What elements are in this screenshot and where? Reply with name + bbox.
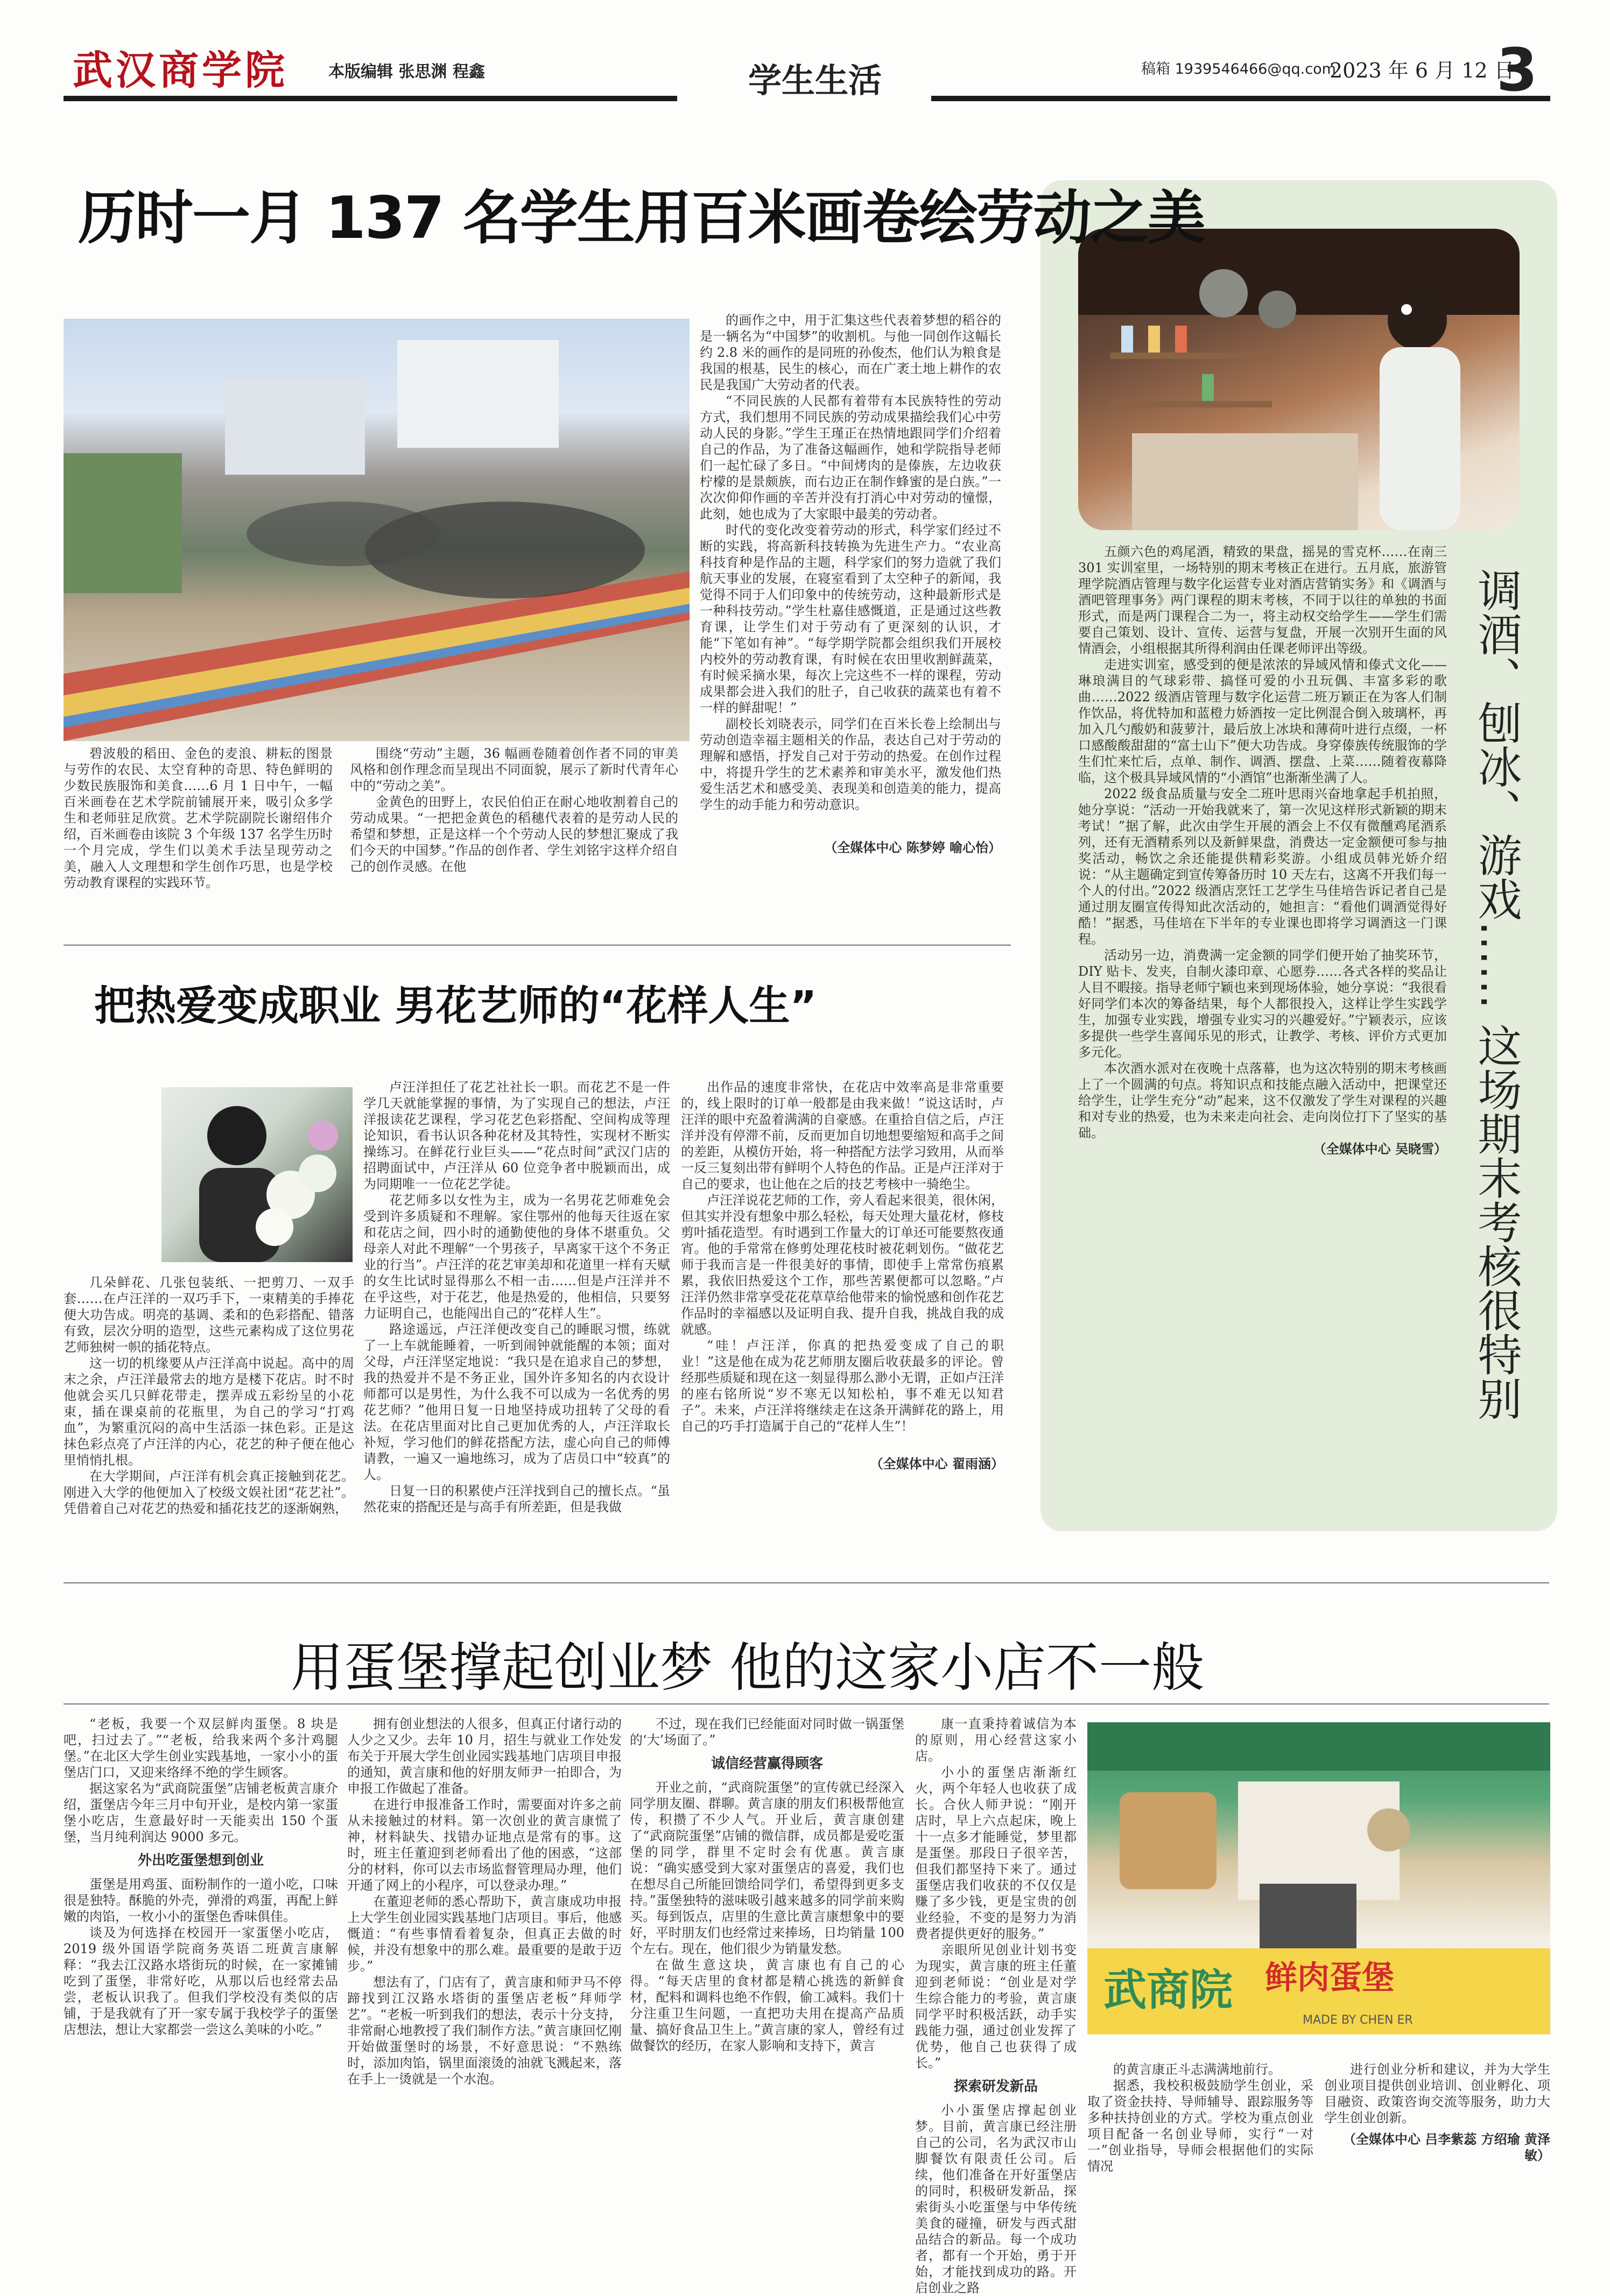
paragraph: 想法有了，门店有了，黄言康和师尹马不停蹄找到江汉路水塔街的蛋堡店老板“拜师学艺”。“老板一听到我们的想法，表示十分支持，非常耐心地教授了我们制作方法。”黄言康回忆刚开始做蛋堡时的场景，不好意思说：“不熟练时，添加肉馅，锅里面滚烫的油就飞溅起来，落在手上一烫就是一个水泡。 bbox=[347, 1975, 622, 2087]
submission-email: 稿箱 1939546466@qq.com bbox=[1141, 61, 1336, 78]
florist-photo bbox=[161, 1087, 353, 1262]
article4-column-4 bbox=[915, 1716, 1077, 2296]
paragraph: 金黄色的田野上，农民伯伯正在耐心地收割着自己的劳动成果。“一把把金黄色的稻穗代表着的是劳动人民的希望和梦想，正是这样一个个劳动人民的梦想汇聚成了我们今天的中国梦。”作品的创作者、学生刘铭宇这样介绍自己的创作灵感。在他 bbox=[350, 794, 678, 874]
scroll-painting-photo bbox=[64, 319, 690, 741]
paragraph: 小小的蛋堡店渐渐红火，两个年轻人也收获了成长。合伙人师尹说：“刚开店时，早上六点起床，晚上十一点多才能睡觉，梦里都是蛋堡。那段日子很辛苦，但我们都坚持下来了。通过蛋堡店我们收获的不仅仅是赚了多少钱，更是宝贵的创业经验，不变的是努力为消费者提供更好的服务。” bbox=[915, 1765, 1077, 1941]
article4-column-1 bbox=[64, 1716, 338, 2038]
paragraph: 在进行申报准备工作时，需要面对许多之前从未接触过的材料。第一次创业的黄言康慌了神，材料缺失、找错办证地点是常有的事。这时，班主任董迎到老师看出了他的困惑，“这部分的材料，你可以去市场监督管理局办理，他们开通了网上的小程序，可以登录办理。” bbox=[347, 1797, 622, 1893]
paragraph: 卢汪洋说花艺师的工作，旁人看起来很美，很休闲，但其实并没有想象中那么轻松，每天处理大量花材，修枝剪叶插花造型。有时遇到工作量大的订单还可能要熬夜通宵。他的手常常在修剪处理花枝时被花刺划伤。“做花艺师于我而言是一件很美好的事情，即使手上常常伤痕累累，我依旧热爱这个工作，那些苦累便都可以忽略。”卢汪洋仍然非常享受花花草草给他带来的愉悦感和创作花艺作品时的幸福感以及证明自我、提升自我，挑战自我的成就感。 bbox=[681, 1193, 1004, 1337]
paragraph: 亲眼所见创业计划书变为现实，黄言康的班主任董迎到老师说：“创业是对学生综合能力的考验，黄言康同学平时积极活跃，动手实践能力强，通过创业发挥了优势，他自己也获得了成长。” bbox=[915, 1942, 1077, 2070]
article3-column bbox=[1078, 544, 1447, 1157]
article4-column-2 bbox=[347, 1716, 622, 2087]
paragraph: 卢汪洋担任了花艺社社长一职。而花艺不是一件学几天就能掌握的事情，为了实现自己的想法，卢汪洋报读花艺课程，学习花艺色彩搭配、空间构成等理论知识，看书认识各种花材及其特性，实现材不断实操练习。在鲜花行业巨头——“花点时间”武汉门店的招聘面试中，卢汪洋从 60 位竞争者中脱颖而出，成为同期唯一一位花艺学徒。 bbox=[363, 1080, 670, 1192]
paragraph: 这一切的机缘要从卢汪洋高中说起。高中的周末之余，卢汪洋最常去的地方是楼下花店。时不时他就会买几只鲜花带走，摆弄成五彩纷呈的小花束，插在课桌前的花瓶里，为自己的学习“打鸡血”，为繁重沉闷的高中生活添一抹色彩。正是这抹色彩点亮了卢汪洋的内心，花艺的种子便在他心里悄悄扎根。 bbox=[64, 1356, 354, 1468]
paragraph: 小小蛋堡店撑起创业梦。目前，黄言康已经注册自己的公司，名为武汉市山脚餐饮有限责任公司。后续，他们准备在开好蛋堡店的同时，积极研发新品，探索街头小吃蛋堡与中华传统美食的碰撞，研发与西式甜品结合的新品。每一个成功者，都有一个开始，勇于开始，才能找到成功的路。开启创业之路 bbox=[915, 2103, 1077, 2295]
paragraph: 几朵鲜花、几张包装纸、一把剪刀、一双手套……在卢汪洋的一双巧手下，一束精美的手捧花便大功告成。明亮的基调、柔和的色彩搭配、错落有致，层次分明的造型，这些元素构成了这位男花艺师独树一帜的插花特点。 bbox=[64, 1275, 354, 1355]
paragraph: 不过，现在我们已经能面对同时做一锅蛋堡的‘大’场面了。” bbox=[630, 1716, 904, 1748]
burger-shop-illustration bbox=[1087, 1722, 1550, 2034]
article3-byline: （全媒体中心 吴晓雪） bbox=[1313, 1142, 1447, 1157]
masthead-rule-right bbox=[931, 96, 1550, 101]
paragraph: 进行创业分析和建议，并为大学生创业项目提供创业培训、创业孵化、项目融资、政策咨询交流等服务，助力大学生创业创新。 bbox=[1324, 2062, 1550, 2125]
divider bbox=[64, 1582, 1549, 1583]
article2-headline: 把热爱变成职业 男花艺师的“花样人生” bbox=[94, 982, 817, 1030]
paragraph: 在大学期间，卢汪洋有机会真正接触到花艺。刚进入大学的他便加入了校级文娱社团“花艺社”。凭借着自己对花艺的热爱和插花技艺的逐渐娴熟， bbox=[64, 1469, 354, 1516]
article2-byline: （全媒体中心 翟雨涵） bbox=[870, 1456, 1004, 1471]
article4-byline: （全媒体中心 吕李紫蕊 方绍瑜 黄泽敏） bbox=[1342, 2132, 1550, 2163]
burger-shop-photo bbox=[1087, 1722, 1550, 2034]
paragraph: 据这家名为“武商院蛋堡”店铺老板黄言康介绍，蛋堡店今年三月中旬开业，是校内第一家蛋堡小吃店，生意最好时一天能卖出 150 个蛋堡，当月纯利润达 9000 多元。 bbox=[64, 1781, 338, 1844]
paragraph: 拥有创业想法的人很多，但真正付诸行动的人少之又少。去年 10 月，招生与就业工作处发布关于开展大学生创业园实践基地门店项目申报的通知，黄言康和他的好朋友师尹一拍即合，为申报工作做起了准备。 bbox=[347, 1716, 622, 1796]
issue-date: 2023 年 6 月 12 日 bbox=[1330, 59, 1515, 82]
paragraph: 本次酒水派对在夜晚十点落幕，也为这次特别的期末考核画上了一个圆满的句点。将知识点和技能点融入活动中，把课堂还给学生，让学生充分“动”起来，这不仅激发了学生对课程的兴趣和对专业的热爱，也为未来走向社会、走向岗位打下了坚实的基础。 bbox=[1078, 1061, 1447, 1140]
article1-headline: 历时一月 137 名学生用百米画卷绘劳动之美 bbox=[78, 185, 1205, 252]
newspaper-logo: 武汉商学院 bbox=[73, 47, 288, 94]
paragraph: 碧波般的稻田、金色的麦浪、耕耘的图景与劳作的农民、太空育种的奇思、特色鲜明的少数民族服饰和美食……6 月 1 日中午，一幅百米画卷在艺术学院前铺展开来，吸引众多学生和老师驻足欣赏。艺术学院副院长谢绍伟介绍，百米画卷由该院 3 个年级 137 名学生历时一个月完成，学生们以美术手法呈现劳动之美，融入人文理想和学生创作巧思，也是学校劳动教育课程的实践环节。 bbox=[64, 746, 333, 890]
paragraph: 副校长刘晓表示，同学们在百米长卷上绘制出与劳动创造幸福主题相关的作品，表达自己对于劳动的理解和感悟，抒发自己对于劳动的热爱。在创作过程中，将提升学生的艺术素养和审美水平，激发他们热爱生活艺术和感受美、表现美和创造美的能力，提高学生的动手能力和劳动意识。 bbox=[700, 716, 1001, 812]
divider bbox=[64, 1703, 1549, 1705]
article2-column-2 bbox=[363, 1079, 670, 1515]
article1-column-1 bbox=[64, 745, 333, 891]
paragraph: 在做生意这块，黄言康也有自己的心得。“每天店里的食材都是精心挑选的新鲜食材，配料和调料也绝不作假，偷工减料。我们十分注重卫生问题，一直把功夫用在提高产品质量、搞好食品卫生上。”黄言康的家人，曾经有过做餐饮的经历，在家人影响和支持下，黄言 bbox=[630, 1957, 904, 2053]
article4-column-6 bbox=[1324, 2061, 1550, 2164]
scroll-painting-illustration bbox=[64, 319, 690, 741]
paragraph: 走进实训室，感受到的便是浓浓的异域风情和傣式文化——琳琅满目的气球彩带、搞怪可爱的小丑玩偶、丰富多彩的歌曲……2022 级酒店管理与数字化运营二班万颖正在为客人们制作饮品，将优特加和蓝橙力娇酒按一定比例混合倒入玻璃杯，再加入几勺酸奶和菠萝汁，最后放上冰块和薄荷叶进行点缀，一杯口感酸酸甜甜的“富士山下”便大功告成。身穿傣族传统服饰的学生们忙来忙后，点单、制作、调酒、摆盘、上菜……随着夜幕降临，这个极具异域风情的“小酒馆”也渐渐坐满了人。 bbox=[1078, 657, 1447, 785]
article1-column-2 bbox=[350, 745, 678, 875]
paragraph: “哇！卢汪洋，你真的把热爱变成了自己的职业！”这是他在成为花艺师朋友圈后收获最多的评论。曾经那些质疑和现在这一刻显得那么渺小无谓，正如卢汪洋的座右铭所说“岁不寒无以知松柏，事不难无以知君子”。未来，卢汪洋将继续走在这条开满鲜花的路上，用自己的巧手打造属于自己的“花样人生”！ bbox=[681, 1338, 1004, 1434]
paragraph: 谈及为何选择在校园开一家蛋堡小吃店，2019 级外国语学院商务英语二班黄言康解释：“我去江汉路水塔街玩的时候，在一家摊铺吃到了蛋堡，非常好吃，从那以后也经常去品尝，老板认识我了。但我们学校没有类似的店铺，于是我就有了开一家专属于我校学子的蛋堡店想法，想让大家都尝一尝这么美味的小吃。” bbox=[64, 1925, 338, 2037]
article2-column-3 bbox=[681, 1079, 1004, 1472]
page-editors: 本版编辑 张思渊 程鑫 bbox=[328, 62, 485, 81]
masthead-rule-left bbox=[64, 96, 677, 101]
divider bbox=[64, 945, 1011, 946]
paragraph: 据悉，我校积极鼓励学生创业，采取了资金扶持、导师辅导、跟踪服务等多种扶持创业的方式。学校为重点创业项目配备一名创业导师，实行“一对一”创业指导，导师会根据他们的实际情况 bbox=[1087, 2078, 1313, 2174]
article2-column-1 bbox=[64, 1274, 354, 1517]
subheading: 外出吃蛋堡想到创业 bbox=[137, 1853, 264, 1869]
paragraph: 出作品的速度非常快，在花店中效率高是非常重要的，线上限时的订单一般都是由我来做！”说这话时，卢汪洋的眼中充盈着满满的自豪感。在重拾自信之后，卢汪洋并没有停滞不前，反而更加自切地想要缩短和高手之间的差距，从模仿开始，将一种搭配方法学习致用，从而举一反三复刻出带有鲜明个人特色的作品。正是卢汪洋对于自己的要求，也让他在之后的技艺考核中一骑绝尘。 bbox=[681, 1080, 1004, 1192]
paragraph: “不同民族的人民都有着带有本民族特性的劳动方式，我们想用不同民族的劳动成果描绘我们心中劳动人民的身影。”学生王瑾正在热情地跟同学们介绍着自己的作品，为了准备这幅画作，她和学院指导老师们一起忙碌了多日。“中间烤肉的是傣族，左边收获柠檬的是景颇族，而右边正在制作蜂蜜的是白族。”一次次仰仰作画的辛苦并没有打消心中对劳动的憧憬，此刻，她也成为了大家眼中最美的劳动者。 bbox=[700, 393, 1001, 522]
vertical-headline: 调酒、刨冰、游戏…… 这场期末考核很特别 bbox=[1471, 568, 1522, 1421]
bartending-photo bbox=[1078, 229, 1520, 530]
article4-headline: 用蛋堡撑起创业梦 他的这家小店不一般 bbox=[291, 1637, 1205, 1699]
paragraph: 在董迎老师的悉心帮助下，黄言康成功申报上大学生创业园实践基地门店项目。事后，他感慨道：“有些事情看着复杂，但真正去做的时候，并没有想象中的那么难。最重要的是敢于迈步。” bbox=[347, 1894, 622, 1974]
paragraph: 围绕“劳动”主题，36 幅画卷随着创作者不同的审美风格和创作理念而呈现出不同面貌，展示了新时代青年心中的“劳动之美”。 bbox=[350, 746, 678, 793]
paragraph: 花艺师多以女性为主，成为一名男花艺师难免会受到许多质疑和不理解。家住鄂州的他每天往返在家和花店之间，四小时的通勤使他的身体不堪重负。父母亲人对此不理解“一个男孩子，早离家干这个不务正业的行当”。卢汪洋的花艺审美却和花道里一样有天赋的女生比试时显得那么不相一击……但是卢汪洋并不在乎这些，对于花艺，他是热爱的，他相信，只要努力证明自己，也能闯出自己的“花样人生”。 bbox=[363, 1193, 670, 1321]
page-number: 3 bbox=[1496, 36, 1538, 104]
paragraph: 时代的变化改变着劳动的形式，科学家们经过不断的实践，将高新科技转换为先进生产力。“农业高科技育种是作品的主题，科学家们的努力造就了我们航天事业的发展，在寝室看到了太空种子的新闻，我觉得不同于人们印象中的传统劳动，这种最新形式是一种科技劳动。”学生杜嘉佳感慨道，正是通过这些教育课，让学生们对于劳动有了更深刻的认识，才能“下笔如有神”。“每学期学院都会组织我们开展校内校外的劳动教育课，有时候在农田里收割鲜蔬菜，有时候采摘水果，每次上完这些不一样的课程，劳动成果都会进入我们的肚子，自己收获的蔬菜也有着不一样的鲜甜呢！” bbox=[700, 523, 1001, 715]
section-title: 学生生活 bbox=[748, 61, 882, 100]
article1-column-3 bbox=[700, 312, 1001, 856]
paragraph: 的画作之中，用于汇集这些代表着梦想的稻谷的是一辆名为“中国梦”的收割机。与他一同创作这幅长约 2.8 米的画作的是同班的孙俊杰，他们认为粮食是我国的根基，民生的核心，而在广袤土地上耕作的农民是我国广大劳动者的代表。 bbox=[700, 313, 1001, 392]
paragraph: 日复一日的积累使卢汪洋找到自己的擅长点。“虽然花束的搭配还是与高手有所差距，但是我做 bbox=[363, 1483, 670, 1515]
florist-illustration bbox=[161, 1087, 353, 1262]
shop-sign-2: 鲜肉蛋堡 bbox=[1265, 1959, 1394, 1997]
subheading: 诚信经营赢得顾客 bbox=[711, 1756, 823, 1772]
article1-byline: （全媒体中心 陈梦婷 喻心怡） bbox=[824, 840, 1001, 855]
paragraph: 活动另一边，消费满一定金额的同学们便开始了抽奖环节，DIY 贴卡、发夹，自制火漆印章、心愿券……各式各样的奖品让人目不暇接。指导老师宁颖也来到现场体验，她分享说：“我很看好同学们本次的筹备结果，每个人都很投入，这样让学生实践学生，加强专业实践，增强专业实习的兴趣爱好。”宁颖表示，应该多提供一些学生喜闻乐见的形式，让教学、考核、评价方式更加多元化。 bbox=[1078, 948, 1447, 1060]
article4-column-5 bbox=[1087, 2061, 1313, 2174]
paragraph: “老板，我要一个双层鲜肉蛋堡。8 块是吧，扫过去了。”“老板，给我来两个多汁鸡腿堡。”在北区大学生创业实践基地，一家小小的蛋堡店门口，又迎来络绎不绝的学生顾客。 bbox=[64, 1716, 338, 1780]
paragraph: 五颜六色的鸡尾酒，精致的果盘，摇晃的雪克杯……在南三 301 实训室里，一场特别的期末考核正在进行。五月底，旅游管理学院酒店管理与数字化运营专业对酒店营销实务》和《调酒与酒吧管理事务》两门课程的期末考核，不同于以往的单独的书面形式，而是两门课程合二为一，将主动权交给学生——学生们需要自己策划、设计、宣传、运营与复盘，开展一次别开生面的风情酒会，小组根据其所得利润由任课老师评出等级。 bbox=[1078, 544, 1447, 656]
paragraph: 康一直秉持着诚信为本的原则，用心经营这家小店。 bbox=[915, 1716, 1077, 1764]
paragraph: 路途遥远，卢汪洋便改变自己的睡眠习惯，练就了一上车就能睡着，一听到闹钟就能醒的本领；面对父母，卢汪洋坚定地说：“我只是在追求自己的梦想，我的热爱并不是不务正业，国外许多知名的内衣设计师都可以是男性，为什么我不可以成为一名优秀的男花艺师？”他用日复一日地坚持成功扭转了父母的看法。在花店里面对比自己更加优秀的人，卢汪洋取长补短，学习他们的鲜花搭配方法，虚心向自己的师傅请教，一遍又一遍地练习，成为了店员口中“较真”的人。 bbox=[363, 1322, 670, 1482]
paragraph: 2022 级食品质量与安全二班叶思雨兴奋地拿起手机拍照，她分享说：“活动一开始我就来了，第一次见这样形式新颖的期末考试！”据了解，此次由学生开展的酒会上不仅有微醺鸡尾酒系列，还有无酒精系列以及新鲜果盘，消费达一定金额便可参与抽奖活动，畅饮之余还能提供精彩奖游。小组成员韩光娇介绍说：“从主题确定到宣传筹备历时 10 天左右，这离不开我们每一个人的付出。”2022 级酒店烹饪工艺学生马佳培告诉记者自己是通过朋友圈宣传得知此次活动的，她担言：“看他们调酒觉得好酷！”据悉，马佳培在下半年的专业课也即将学习调酒这一门课程。 bbox=[1078, 786, 1447, 947]
paragraph: 开业之前，“武商院蛋堡”的宣传就已经深入同学朋友圈、群聊。黄言康的朋友们积极帮他宣传，积攒了不少人气。开业后，黄言康创建了“武商院蛋堡”店铺的微信群，成员都是爱吃蛋堡的同学，群里不定时会有优惠。黄言康说：“确实感受到大家对蛋堡店的喜爱，我们也在想尽自己所能回馈给同学们，希望得到更多支持。”蛋堡独特的滋味吸引越来越多的同学前来购买。每到饭点，店里的生意比黄言康想象中的要好，平时朋友们也经常过来捧场，日均销量 100 个左右。现在，他们很少为销量发愁。 bbox=[630, 1780, 904, 1956]
bartending-illustration bbox=[1078, 229, 1520, 530]
shop-sign: 武商院 bbox=[1103, 1965, 1233, 2015]
paragraph: 蛋堡是用鸡蛋、面粉制作的一道小吃，口味很是独特。酥脆的外壳，弹滑的鸡蛋，再配上鲜嫩的肉馅，一枚小小的蛋堡色香味俱佳。 bbox=[64, 1877, 338, 1924]
shop-sign-en: MADE BY CHEN ER bbox=[1303, 2013, 1413, 2027]
paragraph: 的黄言康正斗志满满地前行。 bbox=[1113, 2062, 1281, 2077]
article4-column-3 bbox=[630, 1716, 904, 2054]
subheading: 探索研发新品 bbox=[953, 2079, 1038, 2095]
